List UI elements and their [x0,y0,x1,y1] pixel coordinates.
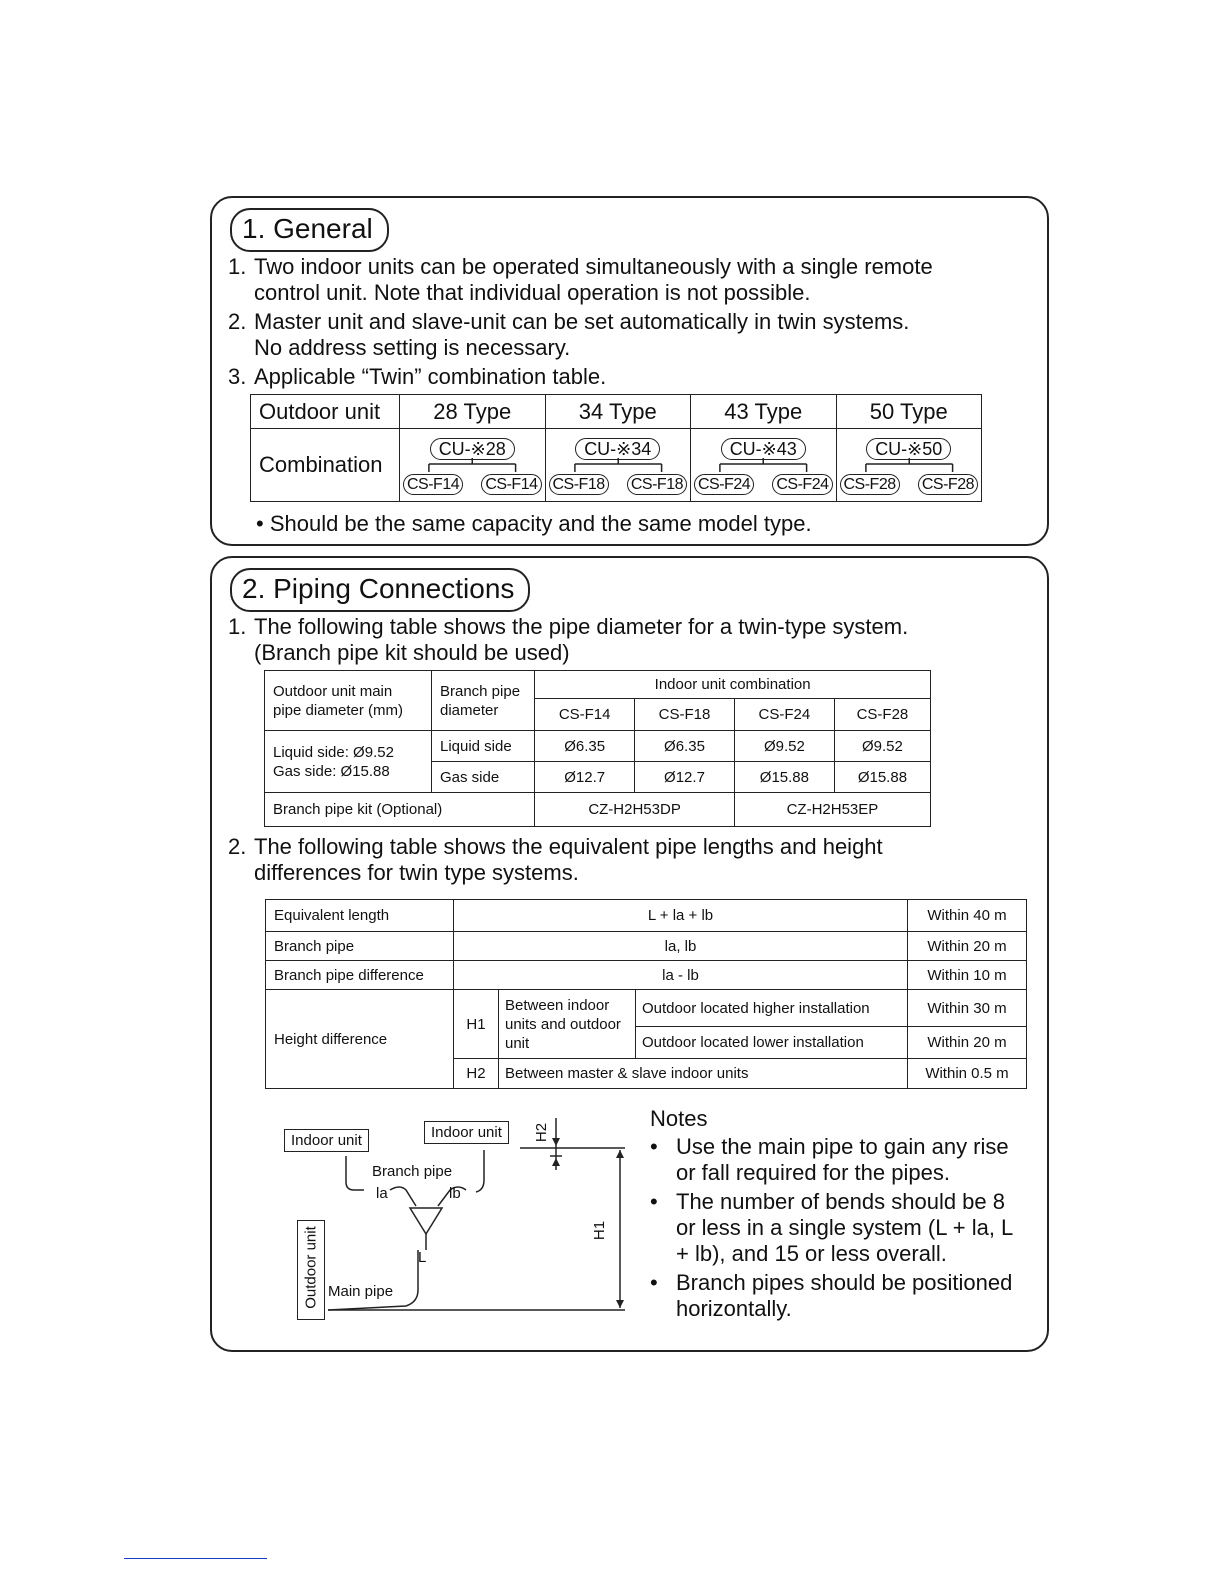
general-item-1 [228,254,933,306]
indoor-model-a: CS-F24 [694,474,754,495]
indoor-unit-1-box: Indoor unit [284,1129,369,1152]
h2-limit: Within 0.5 m [908,1059,1027,1089]
l-label: L [418,1249,427,1266]
notes-block [650,1104,1040,1334]
indoor-model-a: CS-F14 [403,474,463,495]
length-row-formula: la, lb [454,932,908,961]
main-pipe-line [328,1250,418,1310]
branch-pipe-kit-b: CZ-H2H53EP [734,793,930,827]
footer-link-underline [124,1558,267,1559]
length-row-limit: Within 10 m [908,961,1027,990]
outdoor-unit-label: Outdoor unit [302,1226,320,1309]
type-43: 43 Type [691,395,837,429]
length-row-label: Equivalent length [266,900,454,932]
h2-label: H2 [454,1059,499,1089]
h1-description: Between indoor units and outdoor unit [499,990,636,1059]
length-row-label: Branch pipe difference [266,961,454,990]
section-piping-title: 2. Piping Connections [230,568,530,612]
liquid-value: Ø9.52 [734,731,834,762]
branch-pipe-kit-label: Branch pipe kit (Optional) [265,793,535,827]
liquid-side-label: Liquid side [431,731,534,762]
pipe-diameter-table [264,670,931,827]
lb-label: lb [449,1185,461,1202]
note-line: The number of bends should be 8 [676,1189,1006,1214]
item-text-cont: control unit. Note that individual operation is not possible. [254,280,811,305]
combo-43 [691,429,837,502]
outdoor-model: CU-※28 [430,438,515,460]
indoor-model-b: CS-F28 [918,474,978,495]
length-row-limit: Within 40 m [908,900,1027,932]
general-item-2 [228,309,909,361]
item-text-cont: differences for twin type systems. [254,860,579,885]
model-header: CS-F18 [635,699,735,731]
branch-connector [400,458,545,472]
combo-28 [400,429,546,502]
type-28: 28 Type [400,395,546,429]
h1-lower-limit: Within 20 m [908,1027,1027,1059]
row-label-combination: Combination [251,429,400,502]
twin-combination-table [250,394,982,502]
bullet-icon: • [650,1189,658,1214]
row-label-outdoor: Outdoor unit [251,395,400,429]
note-line: Use the main pipe to gain any rise [676,1134,1009,1159]
gas-value: Ø12.7 [635,762,735,793]
length-row-limit: Within 20 m [908,932,1027,961]
item-text: The following table shows the equivalent pipe lengths and height [254,834,883,859]
indoor-model-a: CS-F18 [549,474,609,495]
branch-y-fitting [410,1208,442,1234]
gas-value: Ø15.88 [734,762,834,793]
indoor-unit-2-box: Indoor unit [424,1121,509,1144]
h1-lower-installation: Outdoor located lower installation [636,1027,908,1059]
bullet-icon: • [650,1134,658,1159]
combo-34 [545,429,691,502]
main-pipe-diameters: Liquid side: Ø9.52 Gas side: Ø15.88 [265,731,432,793]
section-general-title: 1. General [230,208,389,252]
branch-pipe-label: Branch pipe [372,1163,453,1180]
item-text: Two indoor units can be operated simultaneously with a single remote [254,254,933,279]
indoor-model-b: CS-F18 [627,474,687,495]
la-pipe-left [346,1156,364,1190]
note-line: or fall required for the pipes. [676,1160,950,1185]
outdoor-model: CU-※50 [866,438,951,460]
type-50: 50 Type [836,395,982,429]
pipe-length-table [265,899,1027,1089]
item-number: 3. [228,364,247,389]
indoor-model-b: CS-F14 [481,474,541,495]
la-pipe-join [390,1187,416,1206]
note-line: horizontally. [676,1296,792,1321]
liquid-value: Ø6.35 [535,731,635,762]
length-row-label: Branch pipe [266,932,454,961]
header-branch-pipe: Branch pipe diameter [431,671,534,731]
item-text: The following table shows the pipe diameter for a twin-type system. [254,614,909,639]
gas-value: Ø12.7 [535,762,635,793]
main-pipe-label: Main pipe [328,1283,394,1300]
length-row-formula: la - lb [454,961,908,990]
item-number: 1. [228,614,247,639]
combo-50 [836,429,982,502]
indoor-model-a: CS-F28 [840,474,900,495]
model-header: CS-F24 [734,699,834,731]
outdoor-model: CU-※43 [721,438,806,460]
piping-item-2 [228,834,883,886]
branch-connector [546,458,691,472]
note-line: Branch pipes should be positioned [676,1270,1013,1295]
liquid-value: Ø6.35 [635,731,735,762]
branch-connector [837,458,982,472]
h1-dim-label: H1 [591,1220,609,1241]
liquid-value: Ø9.52 [834,731,930,762]
h1-higher-limit: Within 30 m [908,990,1027,1027]
item-text: Master unit and slave-unit can be set automatically in twin systems. [254,309,910,334]
item-text-cont: (Branch pipe kit should be used) [254,640,570,665]
la-label: la [376,1185,388,1202]
item-text: Applicable “Twin” combination table. [254,364,607,389]
model-header: CS-F14 [535,699,635,731]
type-34: 34 Type [545,395,691,429]
outdoor-model: CU-※34 [575,438,660,460]
gas-value: Ø15.88 [834,762,930,793]
general-item-3 [228,364,606,390]
model-header: CS-F28 [834,699,930,731]
item-text-cont: No address setting is necessary. [254,335,571,360]
item-number: 2. [228,834,247,859]
note-line: + lb), and 15 or less overall. [676,1241,947,1266]
branch-pipe-kit-a: CZ-H2H53DP [535,793,735,827]
outdoor-unit-box [297,1220,325,1320]
h2-description: Between master & slave indoor units [499,1059,908,1089]
h2-dim-label: H2 [533,1122,551,1143]
header-outdoor-main-pipe: Outdoor unit main pipe diameter (mm) [265,671,432,731]
header-indoor-combination: Indoor unit combination [535,671,931,699]
h1-label: H1 [454,990,499,1059]
height-difference-label: Height difference [266,990,454,1089]
gas-side-label: Gas side [431,762,534,793]
length-row-formula: L + la + lb [454,900,908,932]
lb-pipe-right [476,1150,484,1192]
notes-heading: Notes [650,1106,708,1131]
item-number: 1. [228,254,247,279]
indoor-model-b: CS-F24 [772,474,832,495]
bullet-icon: • [650,1270,658,1295]
branch-connector [691,458,836,472]
h1-higher-installation: Outdoor located higher installation [636,990,908,1027]
piping-item-1 [228,614,908,666]
note-line: or less in a single system (L + la, L [676,1215,1014,1240]
general-note: • Should be the same capacity and the same model type. [256,511,812,536]
item-number: 2. [228,309,247,334]
